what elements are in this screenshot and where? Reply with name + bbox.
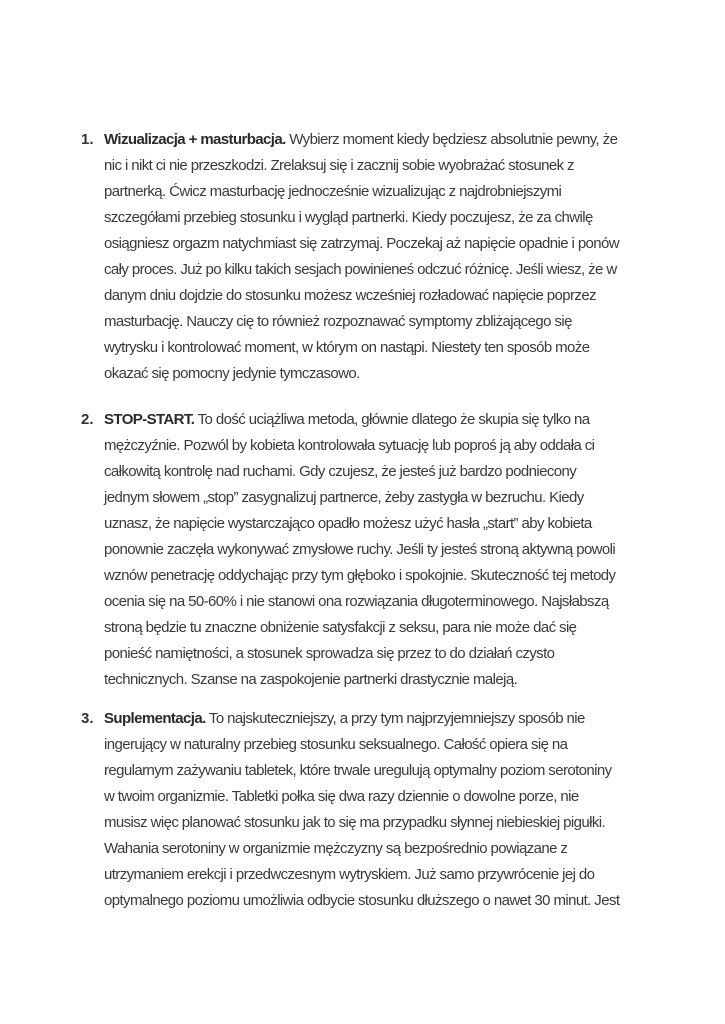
text-line: partnerką. Ćwicz masturbację jednocześnie wizualizując z najdrobniejszymi	[104, 183, 562, 200]
list-item-heading: STOP-START.	[104, 411, 195, 428]
text-line: ponownie zaczęła wykonywać zmysłowe ruchy. Jeśli ty jesteś stroną aktywną powoli	[104, 541, 616, 558]
text-line: ingerujący w naturalny przebieg stosunku seksualnego. Całość opiera się na	[104, 736, 568, 753]
text-line: utrzymaniem erekcji i przedwczesnym wytryskiem. Już samo przywrócenie jej do	[104, 866, 595, 883]
text-line: masturbację. Nauczy cię to również rozpoznawać symptomy zbliżającego się	[104, 313, 572, 330]
text-line: wznów penetrację oddychając przy tym głęboko i spokojnie. Skuteczność tej metody	[104, 567, 616, 584]
list-item-number: 3.	[81, 710, 94, 727]
text-line: ocenia się na 50-60% i nie stanowi ona rozwiązania długoterminowego. Najsłabszą	[104, 593, 609, 610]
list-item-text	[104, 407, 664, 693]
text-line: szczegółami przebieg stosunku i wygląd partnerki. Kiedy poczujesz, że za chwilę	[104, 209, 593, 226]
text-line: całkowitą kontrolę nad ruchami. Gdy czujesz, że jesteś już bardzo podniecony	[104, 463, 577, 480]
text-line: cały proces. Już po kilku takich sesjach powinieneś odczuć różnicę. Jeśli wiesz, że w	[104, 261, 617, 278]
text-line: wytrysku i kontrolować moment, w którym on nastąpi. Niestety ten sposób może	[104, 339, 590, 356]
text-line: Wahania serotoniny w organizmie mężczyzny są bezpośrednio powiązane z	[104, 840, 568, 857]
text-line: danym dniu dojdzie do stosunku możesz wcześniej rozładować napięcie poprzez	[104, 287, 596, 304]
text-line: jednym słowem „stop” zasygnalizuj partnerce, żeby zastygła w bezruchu. Kiedy	[104, 489, 584, 506]
list-item-heading: Wizualizacja + masturbacja.	[104, 131, 286, 148]
text-line: osiągniesz orgazm natychmiast się zatrzymaj. Poczekaj aż napięcie opadnie i ponów	[104, 235, 620, 252]
text-line	[104, 127, 664, 153]
text-line: w twoim organizmie. Tabletki połka się dwa razy dziennie o dowolne porze, nie	[104, 788, 579, 805]
text-run: To dość uciążliwa metoda, głównie dlatego że skupia się tylko na	[194, 411, 590, 428]
text-line: okazać się pomocny jedynie tymczasowo.	[104, 365, 360, 382]
text-line: technicznych. Szanse na zaspokojenie partnerki drastycznie maleją.	[104, 671, 518, 688]
list-item-number: 2.	[81, 411, 94, 428]
text-run: Wybierz moment kiedy będziesz absolutnie pewny, że	[285, 131, 618, 148]
text-line: ponieść namiętności, a stosunek sprowadza się przez to do działań czysto	[104, 645, 555, 662]
list-item-number: 1.	[81, 131, 94, 148]
text-line	[104, 407, 664, 433]
text-line: nic i nikt ci nie przeszkodzi. Zrelaksuj się i zacznij sobie wyobrażać stosunek z	[104, 157, 574, 174]
text-line: regularnym zażywaniu tabletek, które trwale uregulują optymalny poziom serotoniny	[104, 762, 612, 779]
list-item-heading: Suplementacja.	[104, 710, 206, 727]
list-item-text	[104, 706, 664, 914]
text-line: uznasz, że napięcie wystarczająco opadło możesz użyć hasła „start” aby kobieta	[104, 515, 592, 532]
text-line	[104, 706, 664, 732]
text-line: stroną będzie tu znaczne obniżenie satysfakcji z seksu, para nie może dać się	[104, 619, 577, 636]
text-line: optymalnego poziomu umożliwia odbycie stosunku dłuższego o nawet 30 minut. Jest	[104, 892, 620, 909]
text-line: musisz więc planować stosunku jak to się ma przypadku słynnej niebieskiej pigułki.	[104, 814, 606, 831]
text-line: mężczyźnie. Pozwól by kobieta kontrolowała sytuację lub poproś ją aby oddała ci	[104, 437, 595, 454]
text-run: To najskuteczniejszy, a przy tym najprzyjemniejszy sposób nie	[205, 710, 585, 727]
list-item-text	[104, 127, 664, 387]
